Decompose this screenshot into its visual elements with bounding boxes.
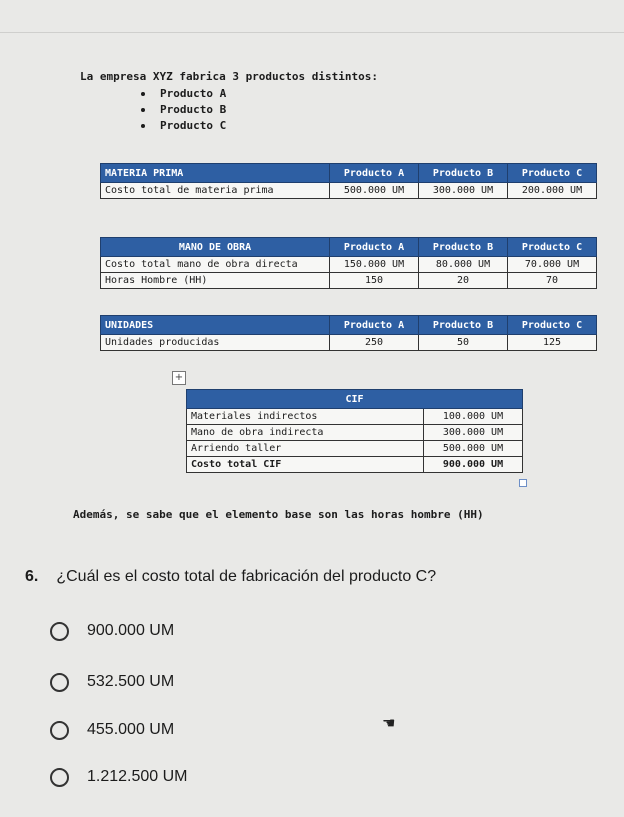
table-cell: 20: [419, 273, 508, 289]
materia-prima-table: [100, 163, 597, 199]
table-cell: 70: [508, 273, 597, 289]
mano-obra-table: [100, 237, 597, 289]
answer-option[interactable]: [50, 717, 174, 743]
cif-table: [186, 389, 523, 473]
answer-option[interactable]: [50, 764, 188, 790]
table-row: [187, 409, 523, 425]
question-label: ¿Cuál es el costo total de fabricación del producto C?: [56, 568, 437, 585]
table-cell: 50: [419, 335, 508, 351]
question-text: [25, 568, 436, 586]
table-row: [101, 257, 597, 273]
list-item: Producto A: [138, 86, 226, 102]
table-row: [187, 457, 523, 473]
table-cell: 300.000 UM: [419, 183, 508, 199]
table-cell: 500.000 UM: [330, 183, 419, 199]
table-header: CIF: [187, 390, 523, 409]
table-cell: 500.000 UM: [424, 441, 523, 457]
table-row: [101, 335, 597, 351]
table-cell: Arriendo taller: [187, 441, 424, 457]
table-cell: Costo total mano de obra directa: [101, 257, 330, 273]
table-header: Producto C: [508, 164, 597, 183]
table-row: [101, 183, 597, 199]
table-cell: 300.000 UM: [424, 425, 523, 441]
table-header: Producto C: [508, 316, 597, 335]
radio-button[interactable]: [50, 622, 69, 641]
answer-option[interactable]: [50, 669, 174, 695]
hand-cursor-icon: ☚: [382, 714, 396, 732]
note-text: Además, se sabe que el elemento base son las horas hombre (HH): [73, 508, 484, 521]
answer-label: 532.500 UM: [87, 673, 175, 690]
table-cell: 200.000 UM: [508, 183, 597, 199]
table-cell: Mano de obra indirecta: [187, 425, 424, 441]
table-cell: 900.000 UM: [424, 457, 523, 473]
table-row: [187, 441, 523, 457]
table-cell: 80.000 UM: [419, 257, 508, 273]
list-item: Producto C: [138, 118, 226, 134]
answer-label: 900.000 UM: [87, 622, 175, 639]
table-header: UNIDADES: [101, 316, 330, 335]
intro-text: La empresa XYZ fabrica 3 productos distintos:: [80, 70, 379, 83]
table-header: MATERIA PRIMA: [101, 164, 330, 183]
table-header: Producto B: [419, 238, 508, 257]
table-cell: Costo total de materia prima: [101, 183, 330, 199]
table-cell: Unidades producidas: [101, 335, 330, 351]
table-header: MANO DE OBRA: [101, 238, 330, 257]
unidades-table: [100, 315, 597, 351]
table-row: [187, 425, 523, 441]
radio-button[interactable]: [50, 768, 69, 787]
question-number: 6.: [25, 568, 39, 585]
table-move-handle-icon[interactable]: +: [172, 371, 186, 385]
radio-button[interactable]: [50, 673, 69, 692]
table-header: Producto A: [330, 164, 419, 183]
answer-option[interactable]: [50, 618, 174, 644]
answer-label: 455.000 UM: [87, 721, 175, 738]
table-resize-handle-icon[interactable]: [519, 479, 527, 487]
table-header: Producto B: [419, 164, 508, 183]
table-cell: Materiales indirectos: [187, 409, 424, 425]
table-header: Producto C: [508, 238, 597, 257]
table-header: Producto A: [330, 238, 419, 257]
radio-button[interactable]: [50, 721, 69, 740]
table-cell: Costo total CIF: [187, 457, 424, 473]
table-header: Producto A: [330, 316, 419, 335]
table-cell: Horas Hombre (HH): [101, 273, 330, 289]
list-item: Producto B: [138, 102, 226, 118]
table-cell: 100.000 UM: [424, 409, 523, 425]
top-divider: [0, 32, 624, 33]
answer-label: 1.212.500 UM: [87, 768, 188, 785]
table-cell: 250: [330, 335, 419, 351]
table-cell: 70.000 UM: [508, 257, 597, 273]
table-cell: 150: [330, 273, 419, 289]
product-list: [138, 86, 226, 134]
table-cell: 125: [508, 335, 597, 351]
table-cell: 150.000 UM: [330, 257, 419, 273]
table-row: [101, 273, 597, 289]
table-header: Producto B: [419, 316, 508, 335]
